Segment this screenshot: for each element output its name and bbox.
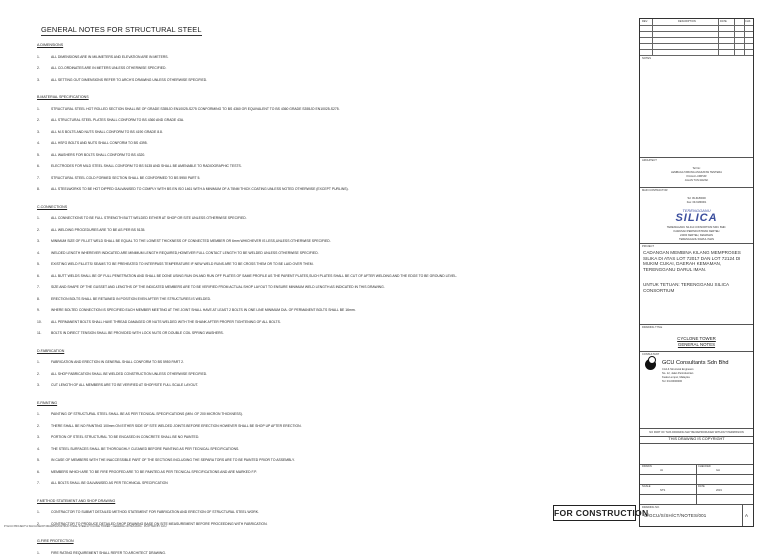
consultant-line: Kuala Lumpur, Malaysia	[662, 376, 690, 379]
note-item: 8. ERECTION BOLTS SHALL BE RETAINED IN POSITION EVEN AFTER THE STRUCTURES IS WELDED.	[37, 296, 212, 301]
field-value-date: 2019	[716, 489, 722, 492]
copyright-note: THIS DRAWING IS COPYRIGHT	[668, 437, 725, 441]
field-label-drawn: DRAWN	[642, 465, 652, 468]
main-contractor-label: MAIN CONTRACTOR	[642, 189, 668, 192]
note-item: 5. IN CASE OF MEMBERS WITH THE INACCESSIBLE PART OF THE SECTIONS INCLUDING THE SEPARA TORS ARE TO BE PAINTED PRIOR TO ASSEMBLY.	[37, 458, 295, 462]
drawing-title-line-1: CYCLONE TOWER	[677, 336, 716, 341]
section-heading: B.MATERIAL SPECIFICATIONS	[37, 95, 89, 99]
field-value-drawn: JA	[660, 469, 664, 472]
client-line: 24300 KERTEH, KEMAMAN	[680, 234, 713, 237]
note-item: 1. CONTRACTOR TO SUBMIT DETAILED METHOD STATEMENT FOR FABRICATION AND ERECTION OF STRUCTURAL STEEL WORK.	[37, 510, 259, 514]
consultant-line: Civil & Structural Engineers	[662, 368, 694, 371]
drawing-title-line-2: GENERAL NOTES	[677, 342, 716, 347]
note-item: 1. STRUCTURAL STEEL HOT ROLLED SECTION SHALL BE OF GRADE S355JO EN10025-S275 CONFORMING TO BS 4360 OR EQUIVALENT TO BS 4360 GRADE S355JO EN10025-S275.	[37, 106, 340, 111]
section-heading: F.METHOD STATEMENT AND SHOP DRAWING	[37, 498, 116, 503]
note-item: 6. ALL BUTT WELDS SHALL BE OF FULL PENETRATION AND SHALL BE DONE USING RUN ON AND RUN OFF PLATES OF SAME PROFILE AS THE PARENT PLATES,SUCH PLATES SHALL BE CUT OF AFTER WELDING AND THE EDGE TO BE GROUND LEVEL.	[37, 273, 458, 278]
note-item: 1. PAINTING OF STRUCTURAL STEEL SHALL BE AS PER TECNICAL SPECIFICATIONS (MIN. OF 200 MICRON THICKNESS).	[37, 412, 243, 416]
for-construction-stamp: FOR CONSTRUCTION	[553, 505, 636, 521]
field-label-date: DATE	[698, 485, 705, 488]
client-line: TERENGGANU DARUL IMAN	[679, 238, 714, 241]
note-item: 2. ALL WELDING PROCEDURES ARE TO BE AS PER BS 5135.	[37, 227, 146, 232]
note-item: 4. THE STEEL SURFACES SHALL BE THOROUGHLY CLEANED BEFORE PAINTING AS PER TECNICAL SPECIFICATIONS.	[37, 446, 240, 451]
consultant-logo-icon	[645, 359, 656, 370]
rev-header-description: DESCRIPTION	[678, 20, 696, 23]
client-logo-text: SILICA	[675, 212, 718, 224]
field-value-scale: NTS	[660, 489, 666, 492]
client-brand-top: TERENGGANU	[682, 208, 711, 213]
project-for: UNTUK TETUAN: TERENGGANU SILICA CONSORTIUM	[643, 282, 729, 293]
note-item: 2. ALL STRUCTURAL STEEL PLATES SHALL CONFORM TO BS 4360 AND GRADE 43A.	[37, 118, 185, 122]
note-item: 3. ALL M.S BOLTS AND NUTS SHALL CONFORM TO BS 4190 GRADE 8.8.	[37, 129, 163, 134]
note-item: 7. STRUCTURAL STEEL COLD FORMED SECTION SHALL BE CONFORMED TO BS 5950 PART 5.	[37, 175, 201, 180]
architect-line: LEMBAGA TABUNG ANGKATAN TENTERA	[671, 171, 722, 174]
file-path-footer: P:\GCU PROJECT\1 SILICA\SHOP DRAWINGS\STRUCTURAL STEEL\CYCLONE TOWER - GENERAL NOTES.DWG · PLOTTED BY GCU	[4, 525, 167, 528]
section-heading: G.FIRE PROTECTION	[37, 539, 74, 543]
consultant-label: CONSULTANT	[642, 353, 660, 356]
architect-line: JALAN TUN RAZAK	[684, 179, 709, 182]
copyright-small: NO PART OF THIS DRAWING MAY BE REPRODUCED WITHOUT PERMISSION	[649, 431, 744, 434]
architect-label: ARCHITECT	[642, 159, 657, 162]
note-item: 1. FIRE RATING REQUIREMENT SHALL REFER TO ARCHITECT DRAWING.	[37, 550, 166, 555]
note-item: 3. PORTION OF STEEL STRUCTURAL TO BE ENCASED IN CONCRETE SHALL BE NO PAINTED.	[37, 435, 200, 439]
field-label-scale: SCALE	[642, 485, 651, 488]
architect-line: KUALA LUMPUR	[686, 175, 707, 178]
note-item: 1. ALL DIMENSIONS ARE IN MILIMETERS AND ELEVATION ARE IN METERS.	[37, 54, 169, 59]
note-item: 2. ALL SHOP FABRICATION SHALL BE WELDED CONSTRUCTION UNLESS OTHERWISE SPECIFIED.	[37, 371, 208, 376]
section-heading: E.PAINTING	[37, 400, 58, 405]
note-item: 7. SIZE AND SHAPE OF THE GUSSET AND LENGTHS OF THE INDICATED MEMBERS ARE TO BE VERIFIED FROM ACTUAL SHOP LAYOUT TO ENSURE MINIMUM WELD LENGTH AS INDICATED IN THIS DRAWING.	[37, 285, 385, 289]
rev-header-date: DATE	[720, 20, 727, 23]
architect-line: Tel No:	[692, 167, 701, 170]
drawing-title-label: DRAWING TITLE	[642, 326, 663, 329]
field-label-checked: CHECKED	[698, 465, 711, 468]
note-item: 8. ALL STEELWORKS TO BE HOT DIPPED GALVANISED TO COMPLY WITH BS EN ISO 1461 WITH A MINIMUM OF A 75NM THICK COATING UNLESS NOTED OTHERWISE (EXCEPT PURLINS).	[37, 187, 349, 191]
consultant-name: GCU Consultants Sdn Bhd	[662, 360, 729, 366]
contractor-line: Tel: 09-6180000	[687, 197, 706, 200]
rev-header-rev: REV.	[642, 20, 648, 23]
note-item: 11. BOLTS IN DIRECT TENSION SHALL BE PROVIDED WITH LOCK NUTS OR DOUBLE COIL SPRING WASHERS.	[37, 331, 224, 335]
note-item: 2. CONTRACTOR TO PRODUCE DETAILED SHOP DRAWING BASE ON SITE MEASUREMENT BEFORE PROCEEDING WITH FABRICATION.	[37, 521, 268, 526]
drawing-no-label: DRAWING NO.	[642, 506, 660, 509]
consultant-line: No. 12, Jalan Perindustrian	[662, 372, 694, 375]
client-line: KAWASAN PERINDUSTRIAN KERTEH	[673, 230, 720, 233]
consultant-line: Tel: 03-00000000	[662, 380, 683, 383]
title-block	[639, 18, 754, 527]
revision-table	[640, 19, 753, 55]
note-item: 6. MEMBERS WHICH ARE TO BE FIRE PROOFED ARE TO BE PAINTED AS PER TECNICAL SPECIFICATIONS AND ARE MARKED F.P.	[37, 469, 257, 474]
note-item: 5. ALL WASHERS FOR BOLTS SHALL CONFORM TO BS 4320.	[37, 152, 146, 157]
note-item: 5. EXISTING WELD FILLETS/ SEAMS TO BE PREHEATED TO INTERPASS TEMPERATURE IF NEW WELD RUNS ARE TO BE CROSS THEM OR TO BE LAID OVER THEM.	[37, 262, 314, 266]
note-item: 4. ALL HSFG BOLTS AND NUTS SHALL CONFORM TO BS 4395.	[37, 141, 148, 145]
client-line: TERENGGANU SILICA CONSORTIUM SDN. BHD.	[666, 226, 727, 229]
project-description: CADANGAN MEMBINA KILANG MEMPROSES SILIKA DI ATAS LOT 72017 DAN LOT 72124 DI MUKIM CUKAI, DAERAH KEMAMAN, TERENGGANU DARUL IMAN.	[643, 250, 741, 272]
note-item: 1. ALL CONNECTIONS TO BE FULL STRENGTH BUTT WELDED EITHER AT SHOP OR SITE UNLESS OTHERWISE SPECIFIED.	[37, 216, 247, 220]
note-item: 2. ALL CO-ORDINATES ARE IN METERS UNLESS OTHERWISE SPECIFIED.	[37, 66, 167, 70]
field-value-checked: GH	[716, 469, 720, 472]
note-item: 3. CUT LENGTH OF ALL MEMBERS ARE TO BE VERIFIED AT SHOP/SITE FULL SCALE LAYOUT.	[37, 383, 199, 387]
note-item: 1. FABRICATION AND ERECTION IN GENERAL SHALL CONFORM TO BS 5950 PART 2.	[37, 360, 184, 364]
rev-header-chk: CHK	[745, 20, 751, 23]
contractor-line: Fax: 09-6180001	[686, 201, 707, 204]
section-heading: A.DIMENSIONS	[37, 43, 64, 47]
note-item: 7. ALL BOLTS SHALL BE GALVANISED AS PER TECHNICAL SPECIFICATION	[37, 481, 168, 485]
project-label: PROJECT	[642, 245, 655, 248]
note-item: 10. ALL PERMANENT BOLTS SHALL HAVE THREAD DAMAGED OR NUTS WELDED WITH THE SHANK AFTER PROPER TIGHTENING OF ALL BOLTS.	[37, 319, 281, 324]
notes-title: GENERAL NOTES FOR STRUCTURAL STEEL	[41, 25, 202, 34]
notes-label: NOTES	[642, 57, 651, 60]
section-heading: C.CONNECTIONS	[37, 204, 68, 209]
drawing-number: G/GCU/S/SH/CT/NOTES/001	[644, 513, 707, 518]
revision-value: A	[745, 513, 749, 518]
note-item: 4. WELDED LENGTH WHEREVER INDICATED ARE MINIMUM LENGTH REQUIRED,HOWEVER FULL CONTACT LENGTH TO BE WELDED UNLESS OTHERWISE SPECIFIED.	[37, 250, 319, 255]
note-item: 3. ALL SETTING OUT DIMENSIONS REFER TO ARCH'S DRAWING UNLESS OTHERWISE SPECIFIED.	[37, 77, 208, 82]
note-item: 9. WHERE BOLTED CONNECTION IS SPECIFIED EACH MEMBER MEETING AT THE JOINT SHALL HAVE AT LEAST 2 BOLTS IN ONE LINE MINIMUM DIA. OF PERMANENT BOLTS SHALL BE 16mm.	[37, 308, 356, 312]
note-item: 3. MINIMUM SIZE OF FILLET WELD SHALL BE EQUAL TO THE LOWEST THICKNESS OF CONNECTED MEMBER OR 6mm WHICHEVER IS LESS,UNLESS OTHERWISE SPECIFIED.	[37, 239, 331, 243]
note-item: 2. THERE SHALL BE NO PAINTING 100mm ON EITHER SIDE OF SITE WELDED JOINTS BEFORE ERECTION HOWEVER SHALL BE SHOP UP AFTER ERECTION.	[37, 423, 302, 428]
section-heading: D.FABRICATION	[37, 348, 65, 353]
note-item: 6. ELECTRODES FOR MILD STEEL SHALL CONFORM TO BS 5135 AND SHALL BE AMENABLE TO RADIOGRAPHIC TESTS.	[37, 164, 242, 168]
